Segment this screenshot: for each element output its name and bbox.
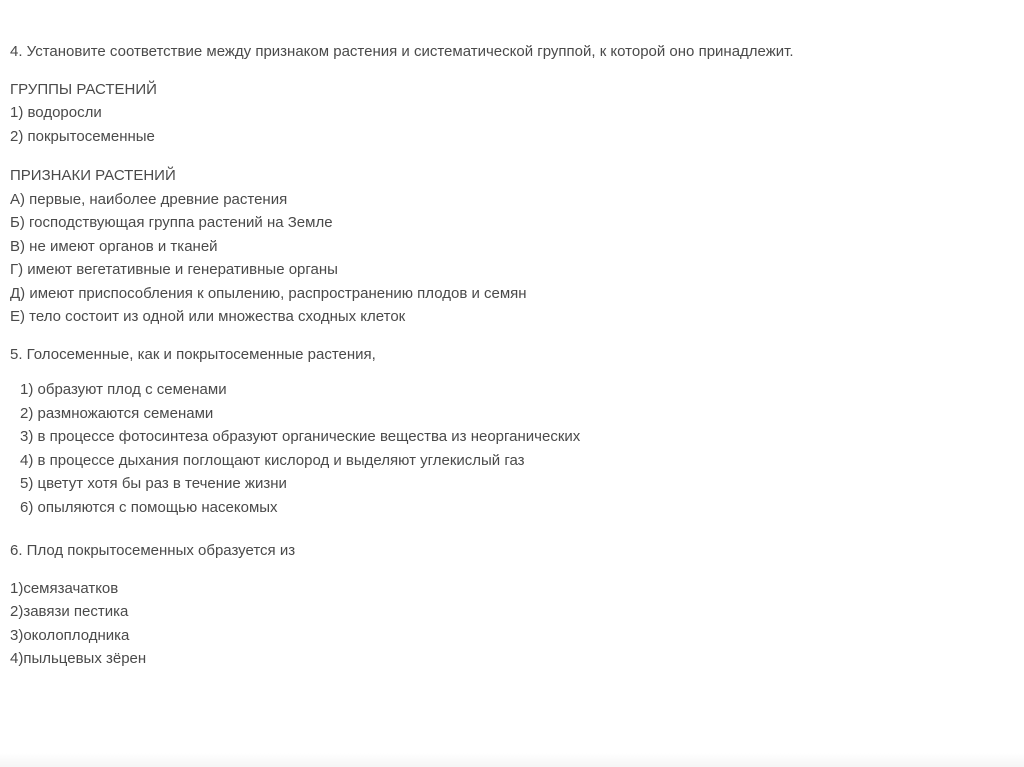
plant-trait-item: А) первые, наиболее древние растения <box>10 190 288 208</box>
slide-content <box>10 40 1010 671</box>
answer-option: 4)пыльцевых зёрен <box>10 650 147 667</box>
plant-group-item: 2) покрытосеменные <box>10 127 155 145</box>
answer-option: 6) опыляются с помощью насекомых <box>20 498 278 516</box>
answer-option: 2)завязи пестика <box>10 603 129 620</box>
answer-option: 4) в процессе дыхания поглощают кислород и выделяют углекислый газ <box>20 451 525 469</box>
question-4-title: 4. Установите соответствие между признаком растения и систематической группой, к которой оно принадлежит. <box>10 43 794 60</box>
answer-option: 3)околоплодника <box>10 626 130 644</box>
plant-trait-item: В) не имеют органов и тканей <box>10 237 218 255</box>
answer-option: 3) в процессе фотосинтеза образуют органические вещества из неорганических <box>20 428 581 445</box>
plant-trait-item: Б) господствующая группа растений на Земле <box>10 214 333 231</box>
answer-option: 1)семязачатков <box>10 579 119 597</box>
question-6-options <box>10 577 1010 671</box>
question-6-title: 6. Плод покрытосеменных образуется из <box>10 542 296 559</box>
slide-bottom-edge <box>0 753 1024 767</box>
plant-groups-heading: ГРУППЫ РАСТЕНИЙ <box>10 80 157 98</box>
question-5-options <box>10 378 1010 519</box>
answer-option: 5) цветут хотя бы раз в течение жизни <box>20 475 287 492</box>
plant-trait-item: Г) имеют вегетативные и генеративные органы <box>10 261 338 278</box>
answer-option: 2) размножаются семенами <box>20 404 214 422</box>
answer-option: 1) образуют плод с семенами <box>20 381 227 398</box>
plant-traits-heading: ПРИЗНАКИ РАСТЕНИЙ <box>10 167 176 184</box>
plant-group-item: 1) водоросли <box>10 104 102 121</box>
plant-trait-item: Д) имеют приспособления к опылению, распространению плодов и семян <box>10 284 527 302</box>
plant-trait-item: Е) тело состоит из одной или множества сходных клеток <box>10 308 406 325</box>
question-5-title: 5. Голосеменные, как и покрытосеменные растения, <box>10 345 376 363</box>
